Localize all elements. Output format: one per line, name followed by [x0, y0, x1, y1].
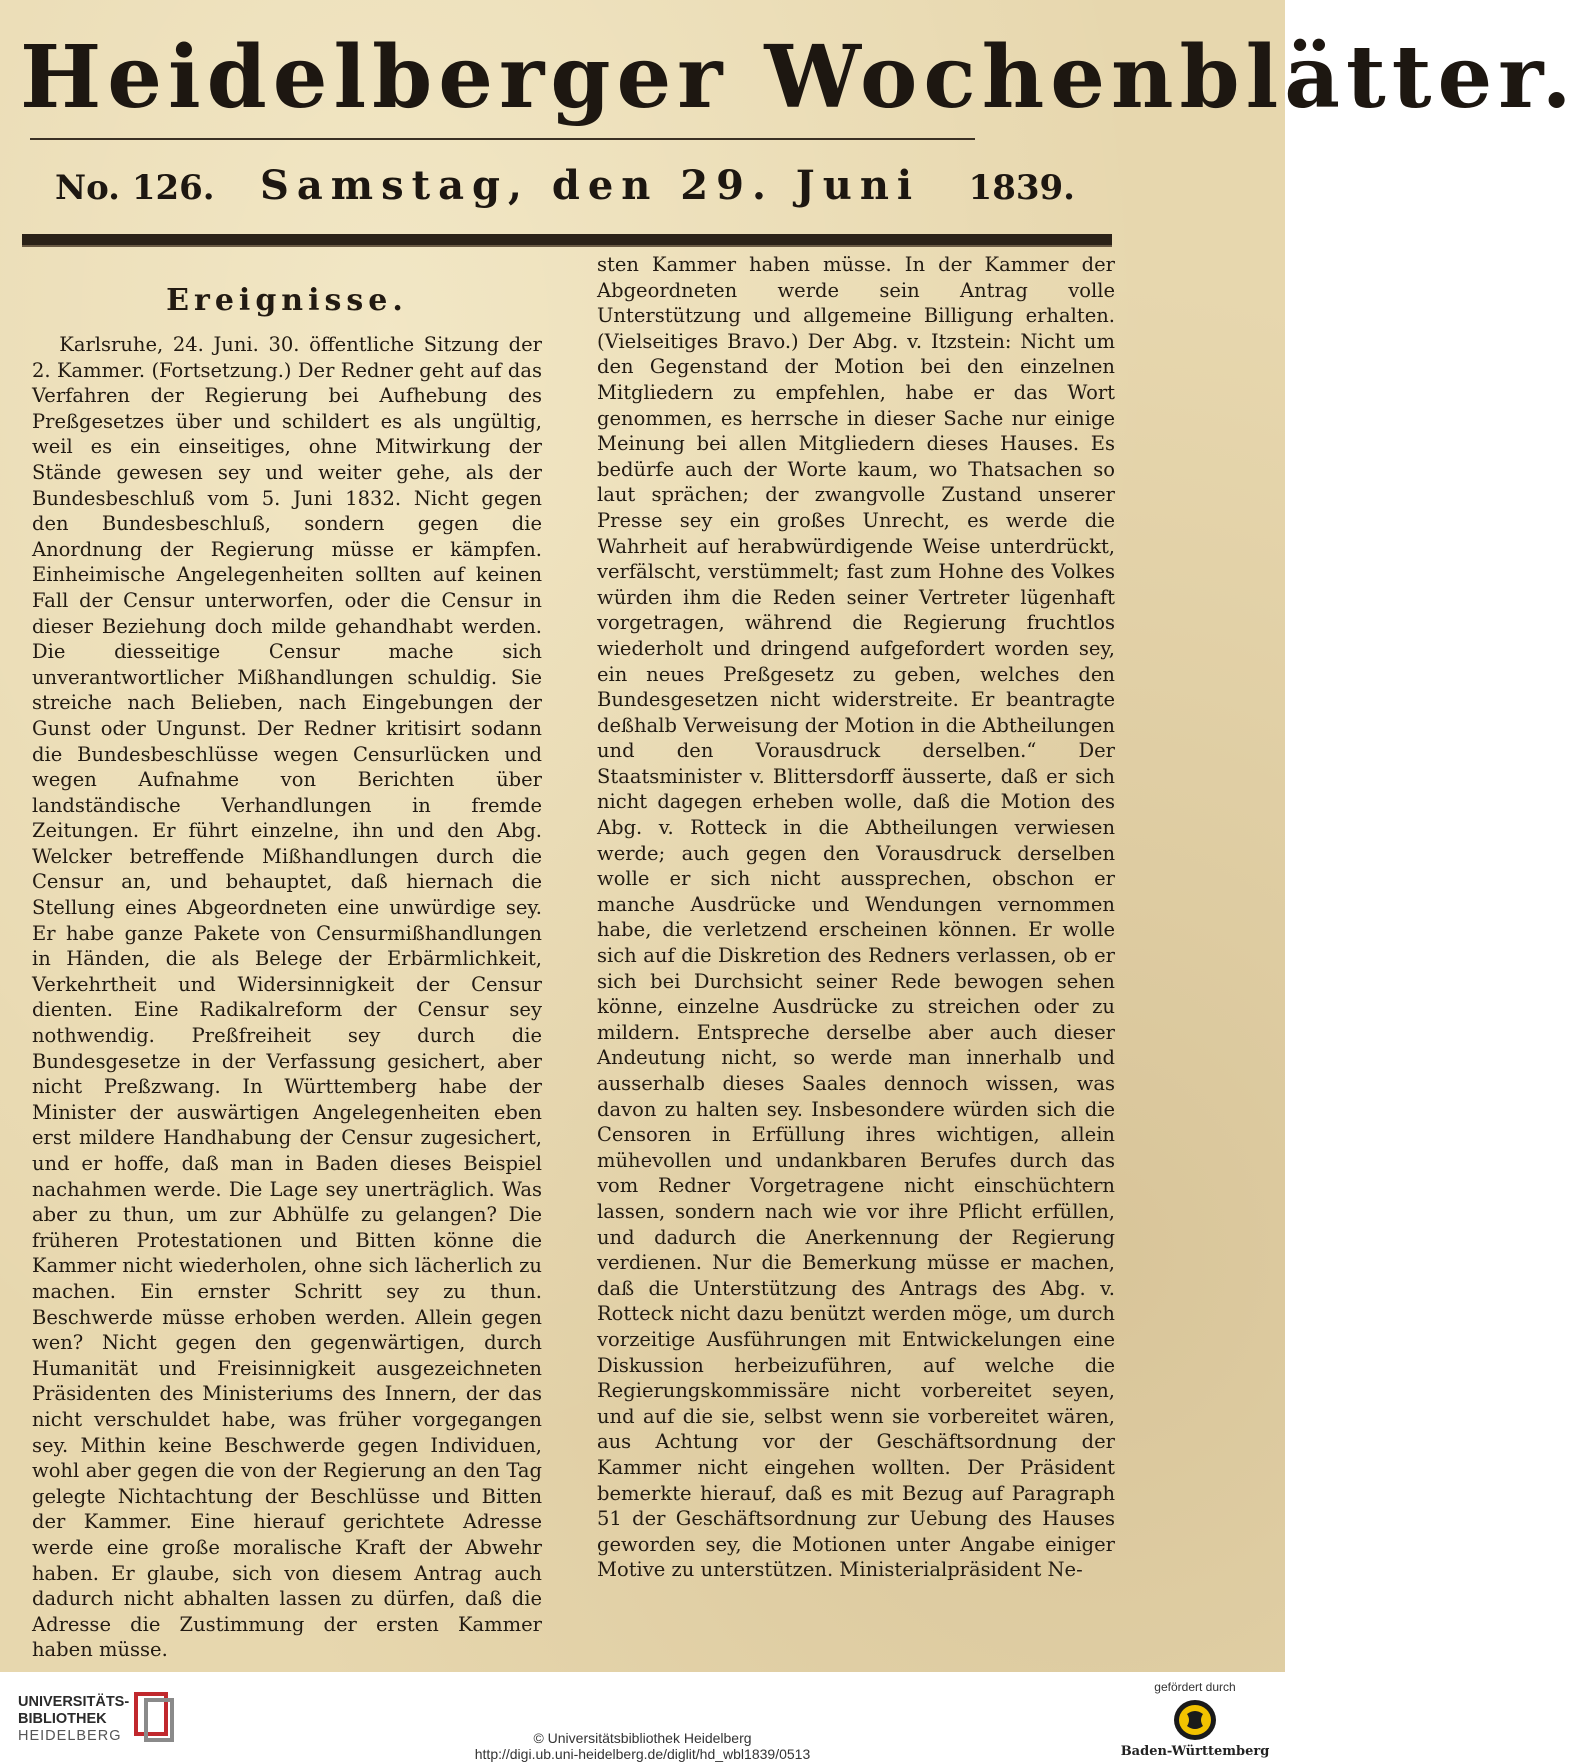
library-name-line1: UNIVERSITÄTS-: [18, 1694, 130, 1710]
issue-number: No. 126.: [55, 168, 215, 208]
issue-year: 1839.: [968, 168, 1075, 208]
issue-date: Samstag, den 29. Juni: [260, 162, 921, 209]
sponsor-name: Baden-Württemberg: [1120, 1744, 1270, 1759]
copyright-notice: [0, 1730, 1285, 1762]
digitization-footer: [0, 1672, 1285, 1764]
section-heading: Ereignisse.: [166, 283, 408, 318]
dateline-rule: [22, 234, 1112, 247]
copyright-text: © Universitätsbibliothek Heidelberg: [533, 1730, 752, 1746]
library-name-line3: HEIDELBERG: [18, 1728, 122, 1744]
state-seal-icon: [1173, 1698, 1217, 1742]
column-left: [32, 252, 542, 1662]
sponsor-label: gefördert durch: [1154, 1680, 1236, 1694]
source-url-link[interactable]: http://digi.ub.uni-heidelberg.de/diglit/hd_wbl1839/0513: [474, 1746, 811, 1762]
masthead-title: Heidelberger Wochenblätter.: [20, 27, 1578, 128]
library-name-line2: BIBLIOTHEK: [18, 1711, 107, 1727]
masthead-rule: [30, 138, 975, 140]
dateline: [55, 162, 1075, 218]
column-right: [597, 252, 1115, 1582]
sponsor-block: [1120, 1680, 1270, 1759]
article-text-right: sten Kammer haben müsse. In der Kammer der Abgeordneten werde sein Antrag volle Unterstützung und allgemeine Billigung erhalten. (Vielseitiges Bravo.) Der Abg. v. Itzstein: Nicht um den Gegenstand der Motion bei den einzelnen Mitgliedern zu empfehlen, habe er das Wort genommen, es herrsche in dieser Sache nur einige Meinung bei allen Mitgliedern dieses Hauses. Es bedürfe auch der Worte kaum, wo Thatsachen so laut sprächen; der zwangvolle Zustand unserer Presse sey ein großes Unrecht, es werde die Wahrheit auf herabwürdigende Weise unterdrückt, verfälscht, verstümmelt; fast zum Hohne des Volkes würden ihm die Reden seiner Vertreter lügenhaft vorgetragen, während die Regierung fruchtlos wiederholt und dringend aufgefordert worden sey, ein neues Preßgesetz zu geben, welches den Bundesgesetzen nicht widerstreite. Er beantragte deßhalb Verweisung der Motion in die Abtheilungen und den Vorausdruck derselben.“ Der Staatsminister v. Blittersdorff äusserte, daß er sich nicht dagegen erheben wolle, daß die Motion des Abg. v. Rotteck in die Abtheilungen verwiesen werde; auch gegen den Vorausdruck derselben wolle er sich nicht aussprechen, obschon er manche Ausdrücke und Wendungen vernommen habe, die verletzend erscheinen können. Er wolle sich auf die Diskretion des Redners verlassen, ob er sich bei Durchsicht seiner Rede bewogen sehen könne, einzelne Ausdrücke zu streichen oder zu mildern. Entspreche derselbe aber auch dieser Andeutung nicht, so werde man innerhalb und ausserhalb dieses Saales dennoch wissen, was davon zu halten sey. Insbesondere würden sich die Censoren in Erfüllung ihres wichtigen, allein mühevollen und undankbaren Berufes durch das vom Redner Vorgetragene nicht einschüchtern lassen, sondern nach wie vor ihre Pflicht erfüllen, und dadurch die Anerkennung der Regierung verdienen. Nur die Bemerkung müsse er machen, daß die Unterstützung des Antrags des Abg. v. Rotteck nicht dazu benützt werden möge, um durch vorzeitige Ausführungen mit Entwickelungen eine Diskussion herbeizuführen, auf welche die Regierungskommissäre nicht vorbereitet seyen, und auf die sie, selbst wenn sie vorbereitet wären, aus Achtung vor der Geschäftsordnung der Kammer nicht eingehen wollten. Der Präsident bemerkte hierauf, daß es mit Bezug auf Paragraph 51 der Geschäftsordnung zur Uebung des Hauses geworden sey, die Motionen unter Angabe einiger Motive zu unterstützen. Ministerialpräsident Ne-: [597, 253, 1115, 1582]
article-text-left: Karlsruhe, 24. Juni. 30. öffentliche Sitzung der 2. Kammer. (Fortsetzung.) Der Redner geht auf das Verfahren der Regierung bei Aufhebung des Preßgesetzes über und schildert es als ungültig, weil es ein einseitiges, ohne Mitwirkung der Stände gewesen sey und weiter gehe, als der Bundesbeschluß vom 5. Juni 1832. Nicht gegen den Bundesbeschluß, sondern gegen die Anordnung der Regierung müsse er kämpfen. Einheimische Angelegenheiten sollten auf keinen Fall der Censur unterworfen, oder die Censur in dieser Beziehung doch milde gehandhabt werden. Die diesseitige Censur mache sich unverantwortlicher Mißhandlungen schuldig. Sie streiche nach Belieben, nach Eingebungen der Gunst oder Ungunst. Der Redner kritisirt sodann die Bundesbeschlüsse wegen Censurlücken und wegen Aufnahme von Berichten über landständische Verhandlungen in fremde Zeitungen. Er führt einzelne, ihn und den Abg. Welcker betreffende Mißhandlungen durch die Censur an, und behauptet, daß hiernach die Stellung eines Abgeordneten eine unwürdige sey. Er habe ganze Pakete von Censurmißhandlungen in Händen, die als Belege der Erbärmlichkeit, Verkehrtheit und Widersinnigkeit der Censur dienten. Eine Radikalreform der Censur sey nothwendig. Preßfreiheit sey durch die Bundesgesetze in der Verfassung gesichert, aber nicht Preßzwang. In Württemberg habe der Minister der auswärtigen Angelegenheiten eben erst mildere Handhabung der Censur zugesichert, und er hoffe, daß man in Baden dieses Beispiel nachahmen werde. Die Lage sey unerträglich. Was aber zu thun, um zur Abhülfe zu gelangen? Die früheren Protestationen und Bitten könne die Kammer nicht wiederholen, ohne sich lächerlich zu machen. Ein ernster Schritt sey zu thun. Beschwerde müsse erhoben werden. Allein gegen wen? Nicht gegen den gegenwärtigen, durch Humanität und Freisinnigkeit ausgezeichneten Präsidenten des Ministeriums des Innern, der das nicht verschuldet habe, was früher vorgegangen sey. Mithin keine Beschwerde gegen Individuen, wohl aber gegen die von der Regierung an den Tag gelegte Nichtachtung der Beschlüsse und Bitten der Kammer. Eine hierauf gerichtete Adresse werde eine große moralische Kraft der Abwehr haben. Er glaube, sich von diesem Antrag auch dadurch nicht abhalten lassen zu dürfen, daß die Adresse die Zustimmung der ersten Kammer haben müsse.: [32, 333, 542, 1662]
